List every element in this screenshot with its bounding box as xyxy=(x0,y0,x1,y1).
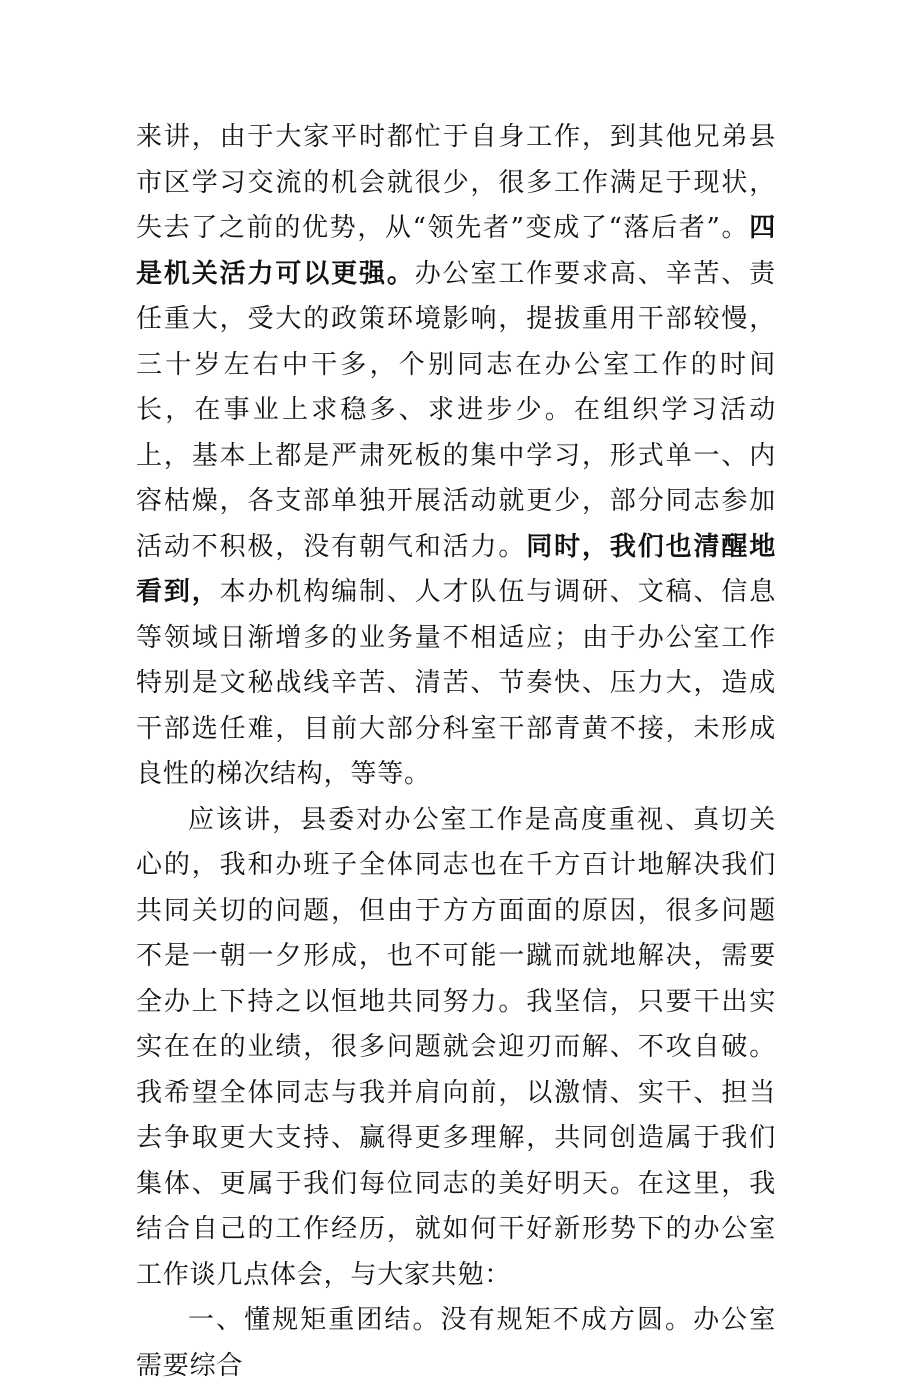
text-span: 办公室工作要求高、辛苦、责任重大，受大的政策环境影响，提拔重用干部较慢，三十岁左右中干多，个别同志在办公室工作的时间长，在事业上求稳多、求进步少。在组织学习活动上，基本上都是严肃死板的集中学习，形式单一、内容枯燥，各支部单独开展活动就更少，部分同志参加活动不积极，没有朝气和活力。 xyxy=(136,258,776,562)
paragraph-1 xyxy=(136,115,776,798)
body-text xyxy=(136,115,776,1389)
text-span: 一、懂规矩重团结。没有规矩不成方圆。办公室需要综合 xyxy=(136,1305,776,1381)
bold-heading-span: 四是机关活力可以更强。 xyxy=(136,213,776,289)
text-span: 本办机构编制、人才队伍与调研、文稿、信息等领域日渐增多的业务量不相适应；由于办公室工作特别是文秘战线辛苦、清苦、节奏快、压力大，造成干部选任难，目前大部分科室干部青黄不接，未形成良性的梯次结构，等等。 xyxy=(136,577,776,789)
paragraph-2 xyxy=(136,798,776,1299)
bold-heading-span: 同时，我们也清醒地看到， xyxy=(136,531,776,607)
text-span: 来讲，由于大家平时都忙于自身工作，到其他兄弟县市区学习交流的机会就很少，很多工作满足于现状，失去了之前的优势，从“领先者”变成了“落后者”。 xyxy=(136,122,776,243)
paragraph-3 xyxy=(136,1298,776,1389)
text-span: 应该讲，县委对办公室工作是高度重视、真切关心的，我和办班子全体同志也在千方百计地解决我们共同关切的问题，但由于方方面面的原因，很多问题不是一朝一夕形成，也不可能一蹴而就地解决，需要全办上下持之以恒地共同努力。我坚信，只要干出实实在在的业绩，很多问题就会迎刃而解、不攻自破。我希望全体同志与我并肩向前，以激情、实干、担当去争取更大支持、赢得更多理解，共同创造属于我们集体、更属于我们每位同志的美好明天。在这里，我结合自己的工作经历，就如何干好新形势下的办公室工作谈几点体会，与大家共勉： xyxy=(136,804,776,1290)
